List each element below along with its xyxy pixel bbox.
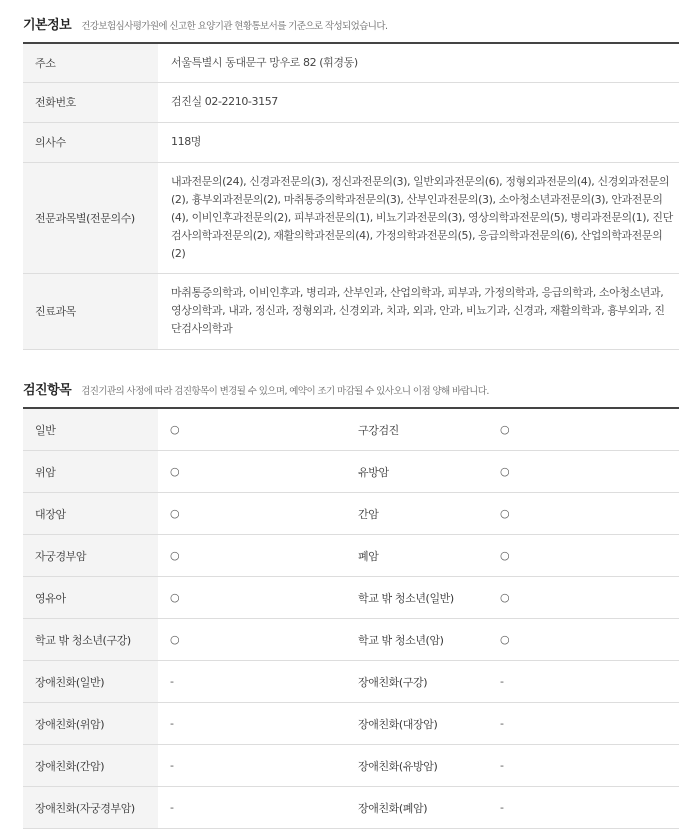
table-row (23, 122, 679, 162)
table-row (23, 273, 679, 349)
table-row (23, 535, 679, 577)
table-row (23, 493, 679, 535)
item-label: 대장암 (23, 493, 158, 535)
item-status: ○ (488, 408, 679, 451)
table-row (23, 162, 679, 273)
item-label: 장애친화(자궁경부암) (23, 787, 158, 829)
address-value: 서울특별시 동대문구 망우로 82 (휘경동) (158, 43, 679, 82)
item-status: - (158, 745, 352, 787)
item-status: - (158, 661, 352, 703)
item-status: ○ (488, 493, 679, 535)
item-label: 폐암 (352, 535, 488, 577)
item-status: ○ (488, 577, 679, 619)
phone-value: 검진실 02-2210-3157 (158, 82, 679, 122)
item-status: ○ (488, 535, 679, 577)
item-status: ○ (158, 577, 352, 619)
item-label: 학교 밖 청소년(일반) (352, 577, 488, 619)
doctor-count-value: 118명 (158, 122, 679, 162)
item-label: 구강검진 (352, 408, 488, 451)
item-status: - (158, 703, 352, 745)
table-row (23, 408, 679, 451)
row-label: 전문과목별(전문의수) (23, 162, 158, 273)
item-label: 장애친화(구강) (352, 661, 488, 703)
row-label: 주소 (23, 43, 158, 82)
item-status: - (488, 745, 679, 787)
table-row (23, 661, 679, 703)
item-status: ○ (158, 493, 352, 535)
item-label: 장애친화(일반) (23, 661, 158, 703)
checkup-table-body (23, 408, 679, 829)
item-status: - (488, 787, 679, 829)
item-status: ○ (158, 451, 352, 493)
item-label: 간암 (352, 493, 488, 535)
row-label: 전화번호 (23, 82, 158, 122)
table-row (23, 577, 679, 619)
item-label: 일반 (23, 408, 158, 451)
item-label: 학교 밖 청소년(암) (352, 619, 488, 661)
item-status: ○ (488, 451, 679, 493)
item-status: - (158, 787, 352, 829)
checkup-header (23, 379, 489, 398)
item-status: ○ (158, 408, 352, 451)
basic-info-table (23, 42, 679, 350)
row-label: 의사수 (23, 122, 158, 162)
item-status: - (488, 661, 679, 703)
item-label: 영유아 (23, 577, 158, 619)
item-label: 장애친화(위암) (23, 703, 158, 745)
departments-value: 마취통증의학과, 이비인후과, 병리과, 산부인과, 산업의학과, 피부과, 가정의학과, 응급의학과, 소아청소년과, 영상의학과, 내과, 정신과, 정형외과, 신경외과, 치과, 외과, 안과, 비뇨기과, 신경과, 재활의학과, 흉부외과, 진단검사의학과 (158, 273, 679, 349)
item-label: 장애친화(간암) (23, 745, 158, 787)
basic-info-title: 기본정보 (23, 18, 72, 33)
item-status: ○ (488, 619, 679, 661)
table-row (23, 82, 679, 122)
item-label: 자궁경부암 (23, 535, 158, 577)
item-label: 위암 (23, 451, 158, 493)
item-label: 유방암 (352, 451, 488, 493)
checkup-table (23, 407, 679, 829)
specialists-value: 내과전문의(24), 신경과전문의(3), 정신과전문의(3), 일반외과전문의(6), 정형외과전문의(4), 신경외과전문의(2), 흉부외과전문의(2), 마취통증의학과전문의(3), 산부인과전문의(3), 소아청소년과전문의(3), 안과전문의(4), 이비인후과전문의(2), 피부과전문의(1), 비뇨기과전문의(3), 영상의학과전문의(5), 병리과전문의(1), 진단검사의학과전문의(2), 재활의학과전문의(4), 가정의학과전문의(5), 응급의학과전문의(6), 산업의학과전문의(2) (158, 162, 679, 273)
basic-info-header (23, 14, 387, 33)
item-status: - (488, 703, 679, 745)
basic-info-note: 건강보험심사평가원에 신고한 요양기관 현황통보서를 기준으로 작성되었습니다. (81, 21, 388, 32)
row-label: 진료과목 (23, 273, 158, 349)
table-row (23, 787, 679, 829)
item-label: 학교 밖 청소년(구강) (23, 619, 158, 661)
table-row (23, 745, 679, 787)
checkup-title: 검진항목 (23, 383, 72, 398)
item-label: 장애친화(폐암) (352, 787, 488, 829)
table-row (23, 451, 679, 493)
item-status: ○ (158, 535, 352, 577)
item-label: 장애친화(유방암) (352, 745, 488, 787)
checkup-note: 검진기관의 사정에 따라 검진항목이 변경될 수 있으며, 예약이 조기 마감될 수 있사오니 이점 양해 바랍니다. (81, 386, 489, 397)
table-row (23, 43, 679, 82)
table-row (23, 619, 679, 661)
item-status: ○ (158, 619, 352, 661)
item-label: 장애친화(대장암) (352, 703, 488, 745)
table-row (23, 703, 679, 745)
